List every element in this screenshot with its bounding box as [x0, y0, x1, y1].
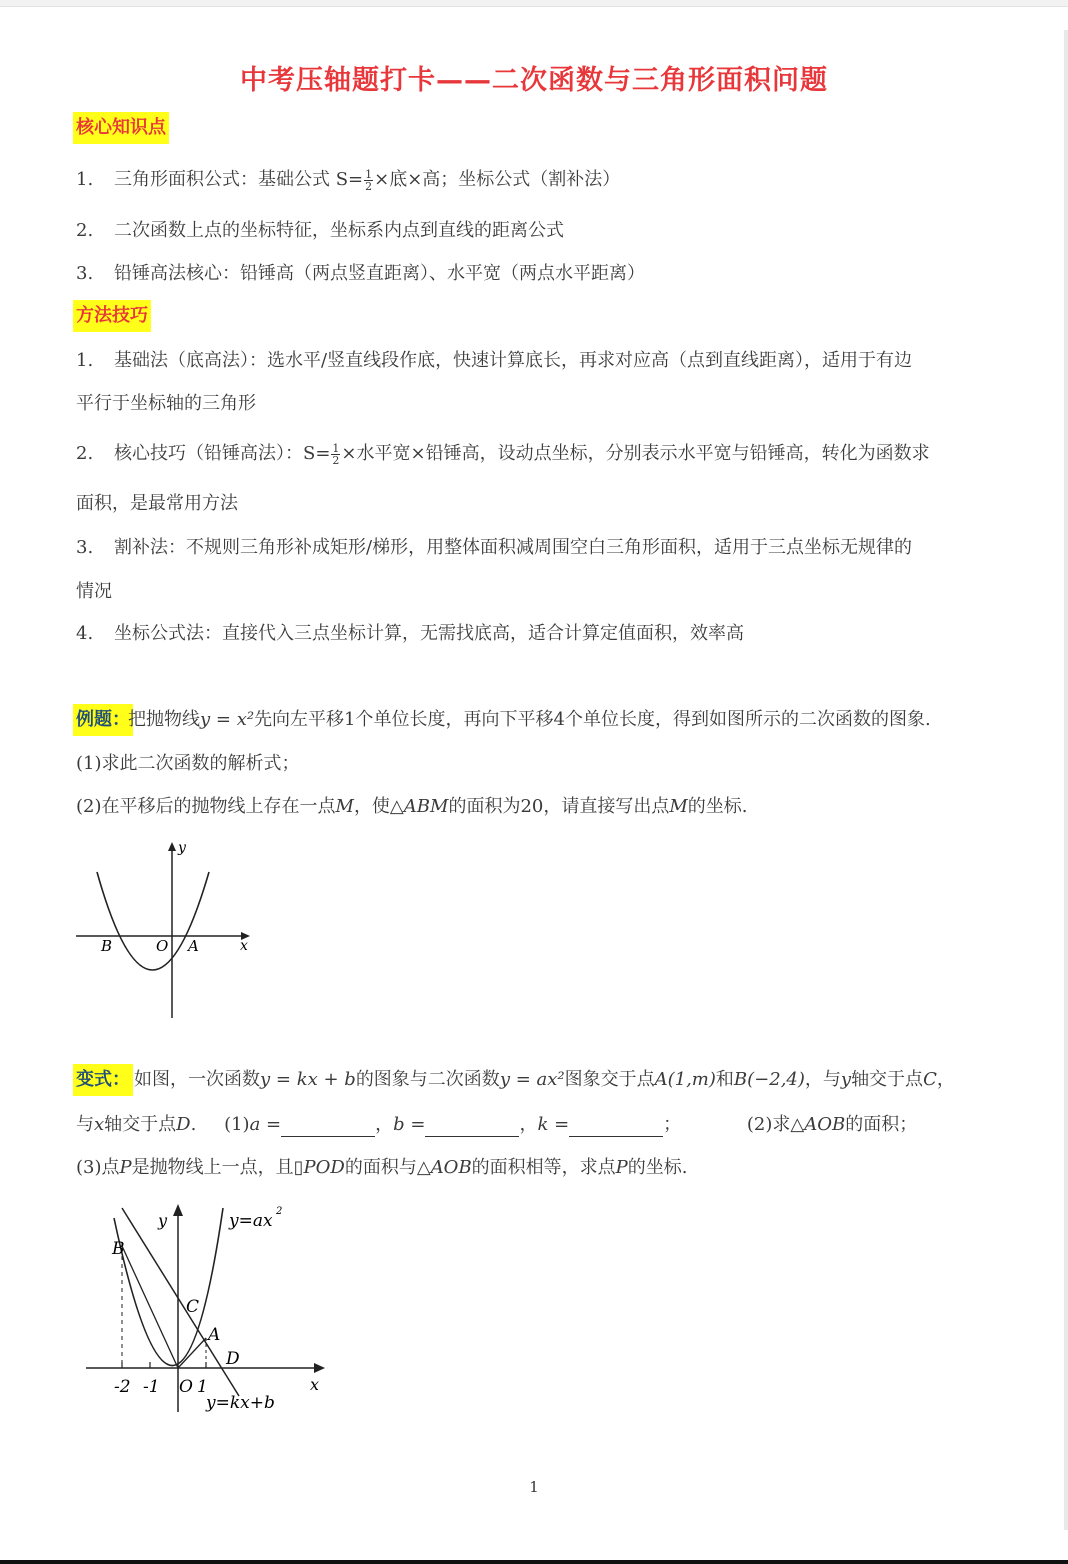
x-axis-label: x [240, 938, 248, 954]
page-bottom-edge [0, 1560, 1068, 1564]
parabola-label-exponent: 2 [276, 1206, 283, 1217]
page-number: 1 [529, 1478, 539, 1496]
y-axis-arrow [173, 1204, 183, 1216]
y-axis-label: y [158, 1211, 168, 1230]
fraction: $\frac{1}{2}$ [332, 441, 340, 467]
method-item-2-cont: 面积，是最常用方法 [76, 493, 238, 514]
line-label: y=kx+b [206, 1393, 275, 1413]
x-axis-label: x [310, 1375, 320, 1394]
segment-oa [178, 1338, 206, 1368]
core-heading: 核心知识点 [73, 112, 169, 144]
variant-line-1: 如图，一次函数y = kx + b的图象与二次函数y = ax²图象交于点A(1,m)和B(−2,4)，与y轴交于点C， [134, 1069, 955, 1090]
origin-label: O [179, 1377, 193, 1397]
parabola-curve [114, 1208, 223, 1366]
parabola-curve [97, 872, 209, 970]
tick-label-minus-1: -1 [143, 1377, 160, 1397]
page-right-edge [1064, 30, 1068, 1530]
variant-line-2: 与x轴交于点D. (1)a = ，b = ，k = ； (2)求△AOB的面积； [76, 1114, 918, 1135]
point-b-label: B [101, 937, 113, 955]
core-item-3: 3. 铅锤高法核心：铅锤高（两点竖直距离）、水平宽（两点水平距离） [76, 263, 645, 284]
variant-label: 变式： [73, 1064, 133, 1096]
point-a-label: A [188, 937, 199, 955]
y-axis-arrow [168, 842, 176, 851]
variant-line-3: (3)点P是抛物线上一点，且▯POD的面积与△AOB的面积相等，求点P的坐标. [76, 1157, 688, 1178]
page-title: 中考压轴题打卡——二次函数与三角形面积问题 [240, 65, 828, 96]
example-intro: 把抛物线y = x²先向左平移1个单位长度，再向下平移4个单位长度，得到如图所示的二次函数的图象. [128, 709, 931, 730]
page-top-edge [0, 0, 1068, 7]
answer-blank-k[interactable] [569, 1118, 663, 1137]
method-item-1-cont: 平行于坐标轴的三角形 [76, 393, 256, 414]
method-item-3-cont: 情况 [76, 581, 112, 602]
method-item-2: 2. 核心技巧（铅锤高法）：S= $\frac{1}{2}$ ×水平宽×铅锤高，设动点坐标，分别表示水平宽与铅锤高，转化为函数求 [76, 441, 930, 467]
method-item-1: 1. 基础法（底高法）：选水平/竖直线段作底，快速计算底长，再求对应高（点到直线距离），适用于有边 [76, 350, 913, 371]
example-question-1: (1)求此二次函数的解析式； [76, 753, 300, 774]
example-label: 例题： [73, 704, 133, 736]
method-item-3: 3. 割补法：不规则三角形补成矩形/梯形，用整体面积减周围空白三角形面积，适用于三点坐标无规律的 [76, 537, 913, 558]
tick-label-minus-2: -2 [114, 1377, 131, 1397]
parabola-label: y=ax [229, 1211, 273, 1231]
method-item-4: 4. 坐标公式法：直接代入三点坐标计算，无需找底高，适合计算定值面积，效率高 [76, 623, 744, 644]
variant-figure [76, 1198, 346, 1423]
segment-ob [122, 1246, 178, 1368]
point-d-label: D [226, 1349, 240, 1369]
core-item-1: 1. 三角形面积公式：基础公式 S= $\frac{1}{2}$ ×底×高；坐标公式（割补法） [76, 167, 621, 193]
example-question-2: (2)在平移后的抛物线上存在一点M，使△ABM的面积为20，请直接写出点M的坐标. [76, 796, 748, 817]
answer-blank-b[interactable] [425, 1118, 519, 1137]
methods-heading: 方法技巧 [73, 300, 151, 332]
point-b-label: B [112, 1239, 125, 1259]
point-c-label: C [186, 1297, 200, 1317]
x-axis-arrow [314, 1363, 325, 1373]
point-a-label: A [208, 1325, 221, 1345]
y-axis-label: y [178, 840, 186, 856]
example-figure [70, 838, 270, 1023]
core-item-2: 2. 二次函数上点的坐标特征，坐标系内点到直线的距离公式 [76, 220, 564, 241]
answer-blank-a[interactable] [281, 1118, 375, 1137]
tick-label-1: 1 [197, 1377, 208, 1397]
origin-label: O [156, 937, 169, 955]
fraction: $\frac{1}{2}$ [365, 167, 373, 193]
